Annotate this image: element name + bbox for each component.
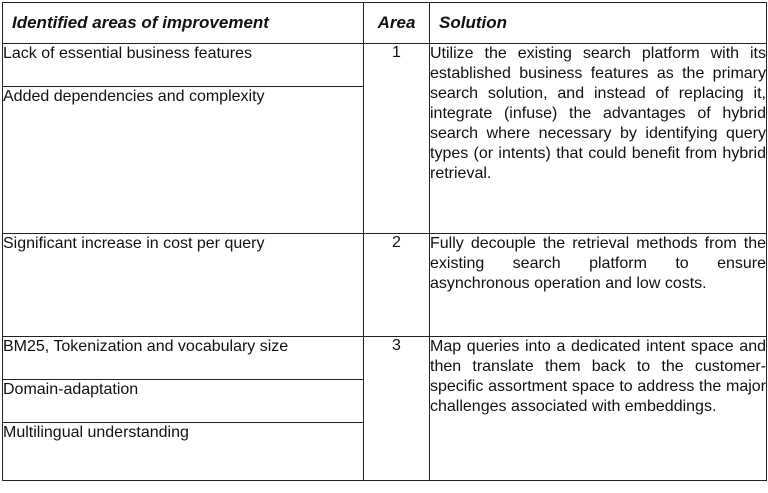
area-cell: 3 xyxy=(364,337,430,481)
area-cell: 2 xyxy=(364,234,430,337)
issue-cell: Multilingual understanding xyxy=(3,423,364,481)
issue-cell: Lack of essential business features xyxy=(3,44,364,87)
issue-cell: Added dependencies and complexity xyxy=(3,87,364,234)
area-cell: 1 xyxy=(364,44,430,234)
header-row xyxy=(3,3,767,44)
table-row xyxy=(3,44,767,87)
solution-cell: Fully decouple the retrieval methods from the existing search platform to ensure asynchronous operation and low costs. xyxy=(430,234,767,337)
header-area: Area xyxy=(364,3,430,44)
issue-cell: Significant increase in cost per query xyxy=(3,234,364,337)
issue-cell: Domain-adaptation xyxy=(3,380,364,423)
issue-cell: BM25, Tokenization and vocabulary size xyxy=(3,337,364,380)
header-solution: Solution xyxy=(430,3,767,44)
header-issue: Identified areas of improvement xyxy=(3,3,364,44)
table-row xyxy=(3,234,767,337)
solution-cell: Map queries into a dedicated intent space and then translate them back to the customer-specific assortment space to address the major challenges associated with embeddings. xyxy=(430,337,767,481)
improvements-table xyxy=(2,2,767,481)
table-row xyxy=(3,337,767,380)
solution-cell: Utilize the existing search platform with its established business features as the primary search solution, and instead of replacing it, integrate (infuse) the advantages of hybrid search where necessary by identifying query types (or intents) that could benefit from hybrid retrieval. xyxy=(430,44,767,234)
